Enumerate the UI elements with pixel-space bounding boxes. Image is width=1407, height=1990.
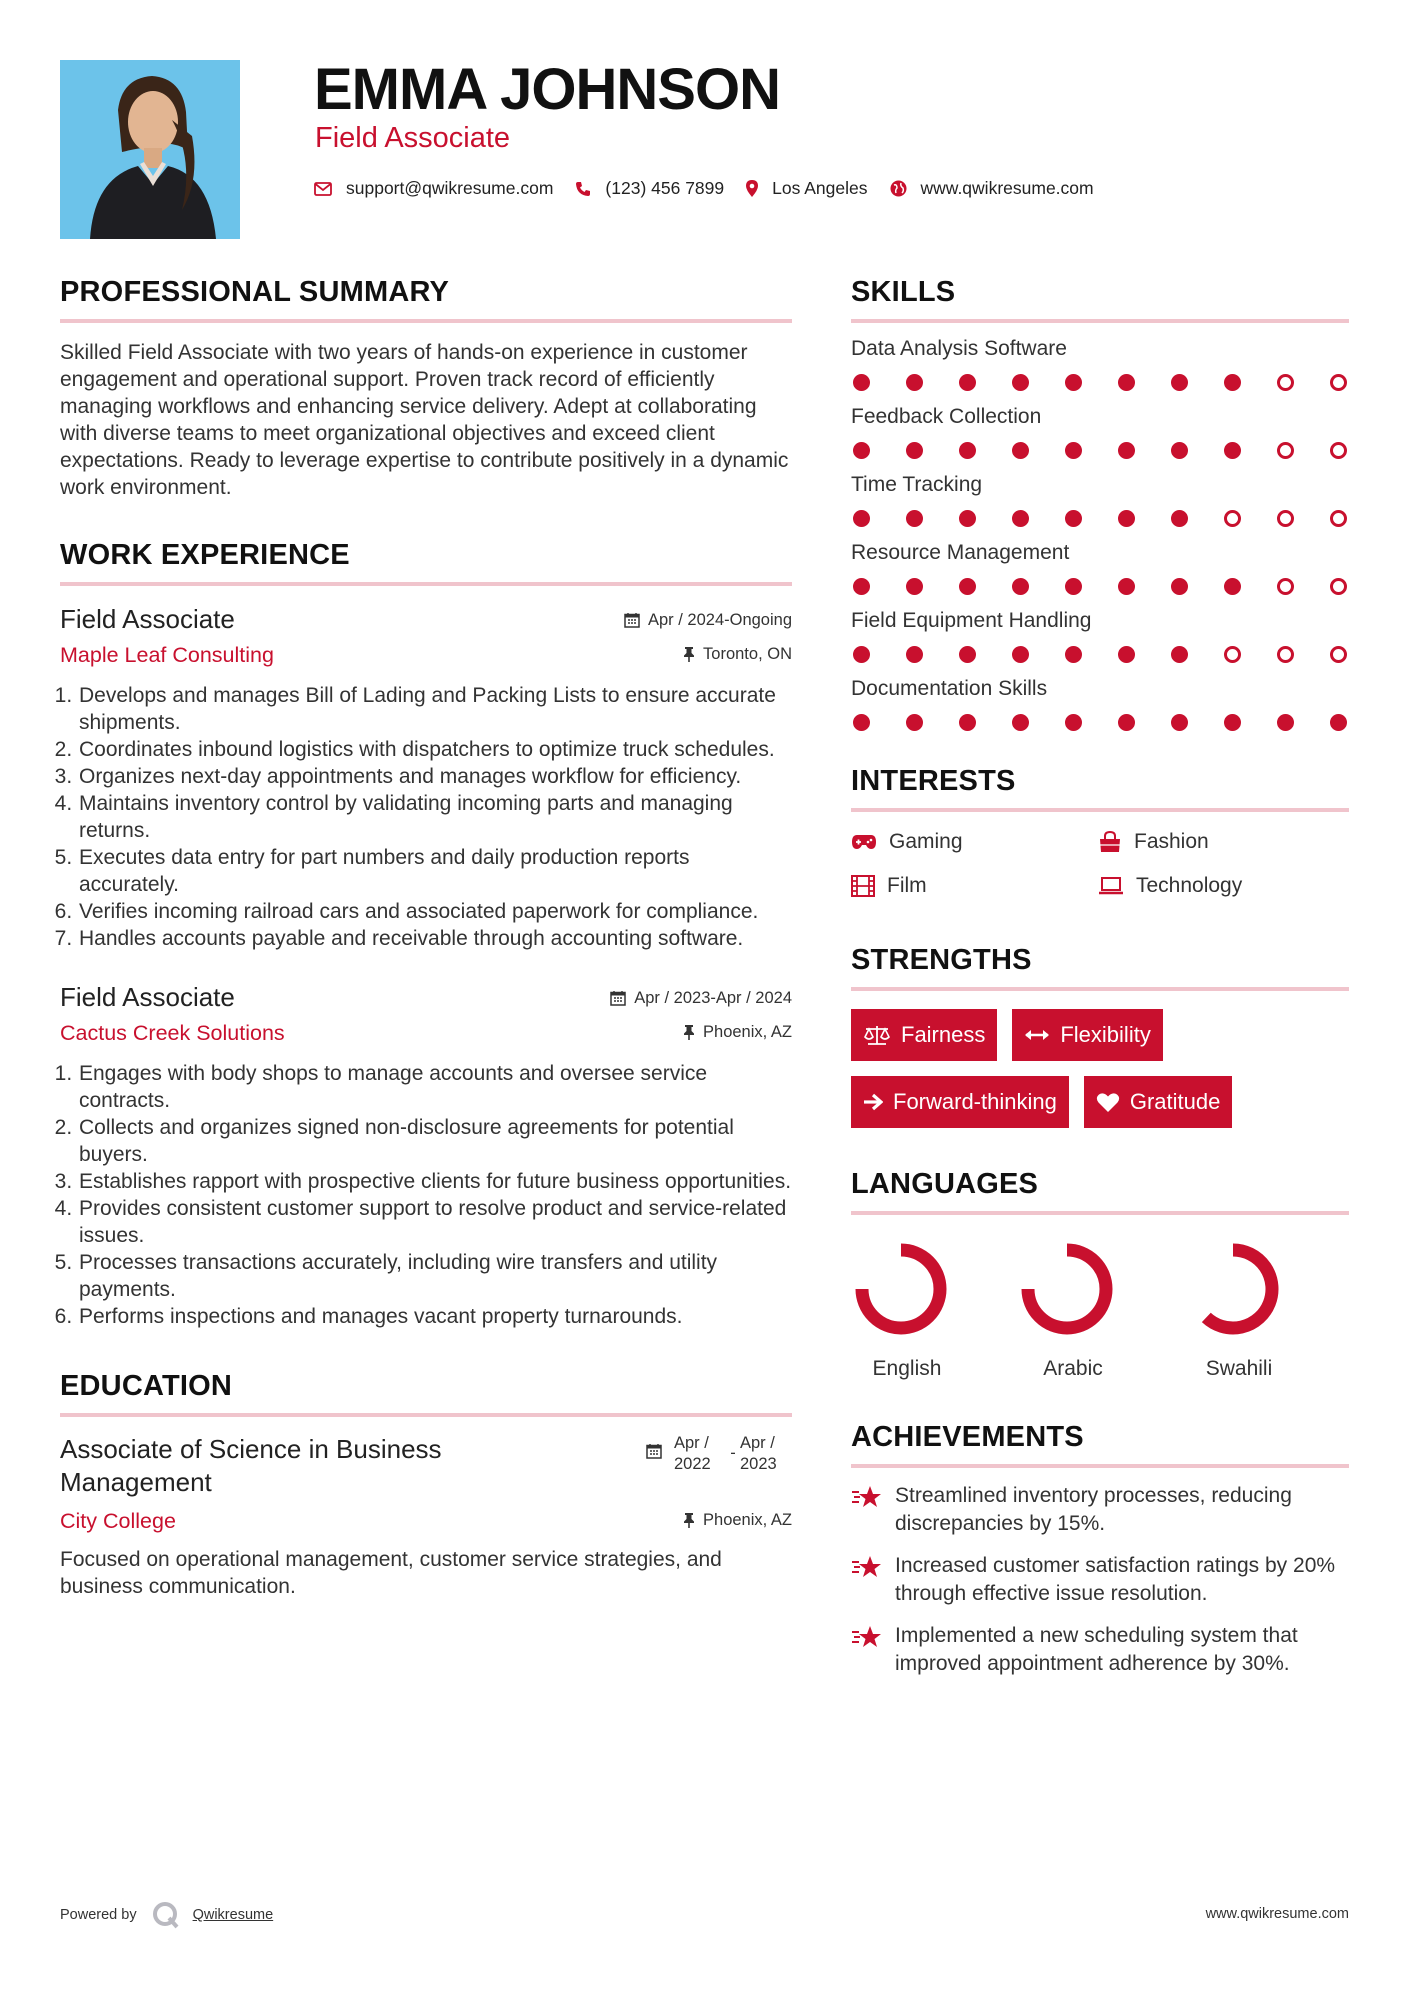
list-item: 2. Coordinates inbound logistics with dispatchers to optimize truck schedules. xyxy=(78,736,792,763)
summary-heading: PROFESSIONAL SUMMARY xyxy=(60,276,792,323)
email-text: support@qwikresume.com xyxy=(346,178,554,198)
skill-name: Field Equipment Handling xyxy=(851,609,1092,632)
envelope-icon xyxy=(314,182,332,196)
language-gauge xyxy=(851,1239,951,1339)
skill-dot-filled xyxy=(1330,714,1347,731)
skill-dot-filled xyxy=(1012,714,1029,731)
skill-dot-filled xyxy=(906,578,923,595)
job-location-text: Phoenix, AZ xyxy=(703,1022,792,1041)
education-start: Apr / 2022 xyxy=(674,1434,711,1473)
job-title: Field Associate xyxy=(60,982,235,1012)
list-item: 4. Provides consistent customer support to resolve product and service-related issues. xyxy=(78,1195,792,1249)
location-text: Los Angeles xyxy=(772,178,868,198)
pushpin-icon xyxy=(683,1512,695,1528)
skill-dot-empty xyxy=(1224,510,1241,527)
star-award-icon xyxy=(851,1624,883,1650)
skill-dot-empty xyxy=(1330,442,1347,459)
achievement-item xyxy=(851,1552,1349,1608)
skill-dot-filled xyxy=(1118,578,1135,595)
skill-dot-filled xyxy=(1277,714,1294,731)
interests-heading: INTERESTS xyxy=(851,765,1349,812)
map-pin-icon xyxy=(746,180,758,197)
skill-dot-filled xyxy=(1012,442,1029,459)
job-entry xyxy=(60,982,792,1330)
job-location-text: Toronto, ON xyxy=(703,644,792,663)
contact-location xyxy=(746,178,867,199)
arrow-right-icon xyxy=(863,1093,883,1111)
qwikresume-logo-icon xyxy=(151,1900,181,1930)
interest-item xyxy=(1098,830,1345,854)
school-name: City College xyxy=(60,1509,176,1533)
gamepad-icon xyxy=(851,834,877,850)
strength-tag xyxy=(1012,1009,1162,1061)
list-item: 7. Handles accounts payable and receivable through accounting software. xyxy=(78,925,792,952)
achievements-heading: ACHIEVEMENTS xyxy=(851,1421,1349,1468)
skill-dot-empty xyxy=(1277,646,1294,663)
company-name: Maple Leaf Consulting xyxy=(60,643,274,667)
strength-label: Forward-thinking xyxy=(893,1089,1057,1114)
strength-label: Fairness xyxy=(901,1022,986,1047)
skill-dot-filled xyxy=(1171,578,1188,595)
job-dates xyxy=(624,611,792,630)
list-item: 2. Collects and organizes signed non-disclosure agreements for potential buyers. xyxy=(78,1114,792,1168)
list-item: 6. Performs inspections and manages vacant property turnarounds. xyxy=(78,1303,792,1330)
job-location xyxy=(683,645,792,664)
skill-dot-empty xyxy=(1330,374,1347,391)
language-gauge xyxy=(1017,1239,1117,1339)
language-gauge xyxy=(1183,1239,1283,1339)
education-description: Focused on operational management, customer service strategies, and business communication. xyxy=(60,1548,722,1598)
languages-heading: LANGUAGES xyxy=(851,1168,1349,1215)
skill-dot-empty xyxy=(1277,578,1294,595)
company-name: Cactus Creek Solutions xyxy=(60,1021,285,1045)
phone-text: (123) 456 7899 xyxy=(605,178,725,198)
job-dates-text: Apr / 2023-Apr / 2024 xyxy=(634,988,792,1007)
strength-tag xyxy=(1084,1076,1233,1128)
skill-item xyxy=(851,541,1349,595)
strengths-heading: STRENGTHS xyxy=(851,944,1349,991)
skill-dot-filled xyxy=(1171,646,1188,663)
education-entry xyxy=(60,1433,792,1600)
powered-by-text: Powered by xyxy=(60,1907,137,1923)
date-separator: - xyxy=(730,1444,736,1462)
skill-dot-filled xyxy=(959,578,976,595)
skill-item xyxy=(851,677,1349,731)
strength-label: Gratitude xyxy=(1129,1089,1221,1114)
interest-item xyxy=(851,830,1098,854)
achievement-text: Increased customer satisfaction ratings by 20% through effective issue resolution. xyxy=(895,1554,1336,1605)
profile-photo xyxy=(60,60,240,239)
right-column xyxy=(851,276,1349,1678)
list-item: 6. Verifies incoming railroad cars and associated paperwork for compliance. xyxy=(78,898,792,925)
degree-title: Associate of Science in Business Management xyxy=(60,1434,442,1497)
skill-dot-empty xyxy=(1330,578,1347,595)
skill-dot-filled xyxy=(1065,646,1082,663)
skill-rating xyxy=(851,646,1349,663)
job-dates xyxy=(610,989,792,1008)
skill-rating xyxy=(851,578,1349,595)
skill-dot-filled xyxy=(1224,578,1241,595)
candidate-name: EMMA JOHNSON xyxy=(314,57,780,122)
list-item: 5. Executes data entry for part numbers and daily production reports accurately. xyxy=(78,844,792,898)
skill-dot-filled xyxy=(959,374,976,391)
job-dates-text: Apr / 2024-Ongoing xyxy=(647,610,792,629)
skill-dot-filled xyxy=(1118,646,1135,663)
list-item: 3. Establishes rapport with prospective clients for future business opportunities. xyxy=(78,1168,792,1195)
skill-dot-filled xyxy=(853,374,870,391)
skills-heading: SKILLS xyxy=(851,276,1349,323)
calendar-icon xyxy=(610,990,626,1006)
skill-dot-filled xyxy=(1065,374,1082,391)
skill-dot-filled xyxy=(1012,374,1029,391)
skill-rating xyxy=(851,714,1349,731)
strength-tag xyxy=(851,1076,1069,1128)
interest-label: Gaming xyxy=(889,830,963,853)
shopping-bag-icon xyxy=(1098,831,1122,853)
laptop-icon xyxy=(1098,877,1124,895)
skill-dot-filled xyxy=(853,578,870,595)
pushpin-icon xyxy=(683,1024,695,1040)
skill-dot-filled xyxy=(853,646,870,663)
language-name: Swahili xyxy=(1205,1357,1273,1380)
language-item xyxy=(1183,1239,1349,1381)
achievement-text: Implemented a new scheduling system that improved appointment adherence by 30%. xyxy=(895,1624,1298,1675)
skill-dot-filled xyxy=(853,510,870,527)
skill-dot-filled xyxy=(1065,442,1082,459)
skill-dot-filled xyxy=(1118,442,1135,459)
heart-icon xyxy=(1096,1092,1120,1113)
skill-dot-empty xyxy=(1224,646,1241,663)
job-location xyxy=(683,1023,792,1042)
star-award-icon xyxy=(851,1484,883,1510)
skill-dot-filled xyxy=(1171,374,1188,391)
skill-dot-empty xyxy=(1277,374,1294,391)
brand-link[interactable]: Qwikresume xyxy=(192,1907,274,1923)
skill-dot-filled xyxy=(1224,374,1241,391)
skill-dot-filled xyxy=(1171,442,1188,459)
strength-label: Flexibility xyxy=(1060,1022,1151,1047)
arrows-horizontal-icon xyxy=(1024,1028,1050,1042)
languages-list xyxy=(851,1239,1349,1381)
skill-dot-filled xyxy=(1224,714,1241,731)
job-entry xyxy=(60,604,792,952)
education-end: Apr / 2023 xyxy=(740,1434,777,1473)
skill-dot-empty xyxy=(1277,510,1294,527)
skill-item xyxy=(851,609,1349,663)
contact-phone[interactable] xyxy=(575,178,724,199)
list-item: 5. Processes transactions accurately, including wire transfers and utility payments. xyxy=(78,1249,792,1303)
skill-name: Resource Management xyxy=(851,541,1070,564)
language-name: English xyxy=(872,1357,942,1380)
achievement-item xyxy=(851,1482,1349,1538)
skill-dot-filled xyxy=(1118,714,1135,731)
job-title: Field Associate xyxy=(60,604,235,634)
skill-dot-filled xyxy=(959,646,976,663)
skill-dot-empty xyxy=(1330,510,1347,527)
job-bullets xyxy=(60,682,792,952)
achievement-text: Streamlined inventory processes, reducing discrepancies by 15%. xyxy=(895,1484,1292,1535)
left-column xyxy=(60,276,792,1600)
skill-dot-filled xyxy=(959,442,976,459)
interest-item xyxy=(1098,874,1345,898)
skill-dot-filled xyxy=(1118,510,1135,527)
skill-item xyxy=(851,473,1349,527)
skill-dot-filled xyxy=(1012,578,1029,595)
skill-dot-filled xyxy=(1118,374,1135,391)
achievements-list xyxy=(851,1482,1349,1678)
star-award-icon xyxy=(851,1554,883,1580)
skill-dot-filled xyxy=(1065,510,1082,527)
skill-name: Time Tracking xyxy=(851,473,983,496)
gauge-arc xyxy=(1206,1250,1272,1328)
skill-dot-filled xyxy=(959,714,976,731)
skill-dot-filled xyxy=(1012,646,1029,663)
list-item: 4. Maintains inventory control by validating incoming parts and managing returns. xyxy=(78,790,792,844)
strengths-list xyxy=(851,1009,1349,1128)
interest-label: Film xyxy=(887,874,927,897)
education-location-text: Phoenix, AZ xyxy=(703,1510,792,1529)
interest-item xyxy=(851,874,1098,898)
phone-icon xyxy=(575,181,591,197)
list-item: 3. Organizes next-day appointments and manages workflow for efficiency. xyxy=(78,763,792,790)
skill-rating xyxy=(851,374,1349,391)
education-heading: EDUCATION xyxy=(60,1370,792,1417)
skill-item xyxy=(851,405,1349,459)
website-text: www.qwikresume.com xyxy=(920,178,1094,198)
balance-scale-icon xyxy=(863,1024,891,1046)
skill-dot-filled xyxy=(906,374,923,391)
avatar xyxy=(60,60,240,239)
skill-dot-filled xyxy=(1065,578,1082,595)
skill-dot-filled xyxy=(1224,442,1241,459)
skill-dot-filled xyxy=(906,714,923,731)
list-item: 1. Develops and manages Bill of Lading and Packing Lists to ensure accurate shipments. xyxy=(78,682,792,736)
film-icon xyxy=(851,875,875,897)
language-name: Arabic xyxy=(1043,1357,1103,1380)
achievement-item xyxy=(851,1622,1349,1678)
skill-rating xyxy=(851,442,1349,459)
skill-dot-filled xyxy=(906,442,923,459)
skill-dot-filled xyxy=(1012,510,1029,527)
interest-label: Fashion xyxy=(1134,830,1209,853)
calendar-icon xyxy=(624,612,640,628)
experience-heading: WORK EXPERIENCE xyxy=(60,539,792,586)
skill-name: Documentation Skills xyxy=(851,677,1048,700)
skill-dot-filled xyxy=(906,510,923,527)
skill-dot-filled xyxy=(853,442,870,459)
skill-dot-filled xyxy=(853,714,870,731)
calendar-icon xyxy=(646,1443,662,1459)
skills-list xyxy=(851,337,1349,731)
list-item: 1. Engages with body shops to manage accounts and oversee service contracts. xyxy=(78,1060,792,1114)
skill-dot-filled xyxy=(1171,510,1188,527)
footer-website[interactable]: www.qwikresume.com xyxy=(1205,1906,1349,1922)
skill-dot-filled xyxy=(1065,714,1082,731)
skill-dot-filled xyxy=(959,510,976,527)
contact-website[interactable] xyxy=(890,178,1094,199)
pushpin-icon xyxy=(683,646,695,662)
skill-item xyxy=(851,337,1349,391)
education-dates xyxy=(646,1433,792,1475)
skill-dot-empty xyxy=(1277,442,1294,459)
interest-label: Technology xyxy=(1136,874,1243,897)
strength-tag xyxy=(851,1009,997,1061)
skill-name: Data Analysis Software xyxy=(851,337,1067,360)
skill-dot-filled xyxy=(1171,714,1188,731)
skill-dot-filled xyxy=(906,646,923,663)
footer-powered-by xyxy=(60,1900,273,1930)
education-location xyxy=(683,1511,792,1530)
skill-rating xyxy=(851,510,1349,527)
skill-dot-empty xyxy=(1330,646,1347,663)
globe-icon xyxy=(890,180,907,197)
skill-name: Feedback Collection xyxy=(851,405,1042,428)
candidate-role: Field Associate xyxy=(315,122,511,154)
contact-email[interactable] xyxy=(314,178,553,199)
summary-text: Skilled Field Associate with two years of hands-on experience in customer engagement and operational support. Proven track record of efficiently managing workflows and enhancing service delivery. Adept at collaborating with diverse teams to meet organizational objectives and exceed client expectations. Ready to leverage expertise to contribute positively in a dynamic work environment. xyxy=(60,341,789,499)
contact-bar xyxy=(314,178,1116,199)
interests-list xyxy=(851,830,1349,898)
job-bullets xyxy=(60,1060,792,1330)
